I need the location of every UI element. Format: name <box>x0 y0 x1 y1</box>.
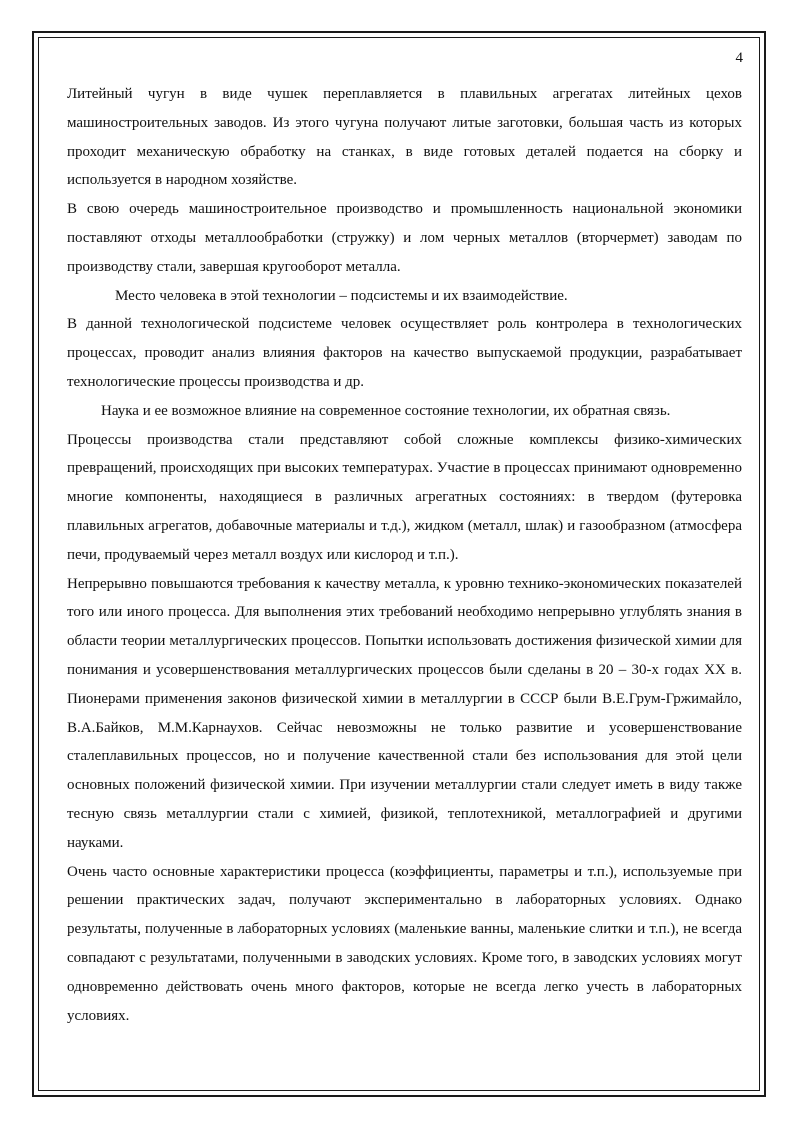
paragraph-cast-iron: Литейный чугун в виде чушек переплавляется в плавильных агрегатах литейных цехов машиностроительных заводов. Из этого чугуна получают литые заготовки, большая часть из которых проходит механическую обработку на станках, в виде готовых деталей подается на сборку и используется в народном хозяйстве. <box>67 86 742 189</box>
section-heading-science: Наука и ее возможное влияние на современное состояние технологии, их обратная связь. <box>101 402 671 419</box>
page-number: 4 <box>735 50 743 66</box>
paragraph-human-role: В данной технологической подсистеме человек осуществляет роль контролера в технологических процессах, проводит анализ влияния факторов на качество выпускаемой продукции, разрабатывает технологические процессы производства и др. <box>67 316 742 390</box>
document-body <box>67 80 742 1030</box>
paragraph-requirements: Непрерывно повышаются требования к качеству металла, к уровню технико-экономических показателей того или иного процесса. Для выполнения этих требований необходимо непрерывно углублять знания в области теории металлургических процессов. Попытки использовать достижения физической химии для понимания и усовершенствования металлургических процессов были сделаны в 20 – 30-х годах XX в. Пионерами применения законов физической химии в металлургии в СССР были В.Е.Грум-Гржимайло, В.А.Байков, М.М.Карнаухов. Сейчас невозможны не только развитие и усовершенствование сталеплавильных процессов, но и получение качественной стали без использования для этой цели основных положений физической химии. При изучении металлургии стали следует иметь в виду также тесную связь металлургии стали с химией, физикой, теплотехникой, металлографией и другими науками. <box>67 575 742 851</box>
paragraph-steel-processes: Процессы производства стали представляют собой сложные комплексы физико-химических превращений, происходящих при высоких температурах. Участие в процессах принимают одновременно многие компоненты, находящиеся в различных агрегатных состояниях: в твердом (футеровка плавильных агрегатов, добавочные материалы и т.д.), жидком (металл, шлак) и газообразном (атмосфера печи, продуваемый через металл воздух или кислород и т.п.). <box>67 431 742 563</box>
paragraph-lab-conditions: Очень часто основные характеристики процесса (коэффициенты, параметры и т.п.), используемые при решении практических задач, получают экспериментально в лабораторных условиях. Однако результаты, полученные в лабораторных условиях (маленькие ванны, маленькие слитки и т.п.), не всегда совпадают с результатами, полученными в заводских условиях. Кроме того, в заводских условиях могут одновременно действовать очень много факторов, которые не всегда легко учесть в лабораторных условиях. <box>67 863 742 1024</box>
paragraph-metal-cycle: В свою очередь машиностроительное производство и промышленность национальной экономики поставляют отходы металлообработки (стружку) и лом черных металлов (вторчермет) заводам по производству стали, завершая кругооборот металла. <box>67 201 742 275</box>
section-heading-human-role: Место человека в этой технологии – подсистемы и их взаимодействие. <box>115 287 568 304</box>
